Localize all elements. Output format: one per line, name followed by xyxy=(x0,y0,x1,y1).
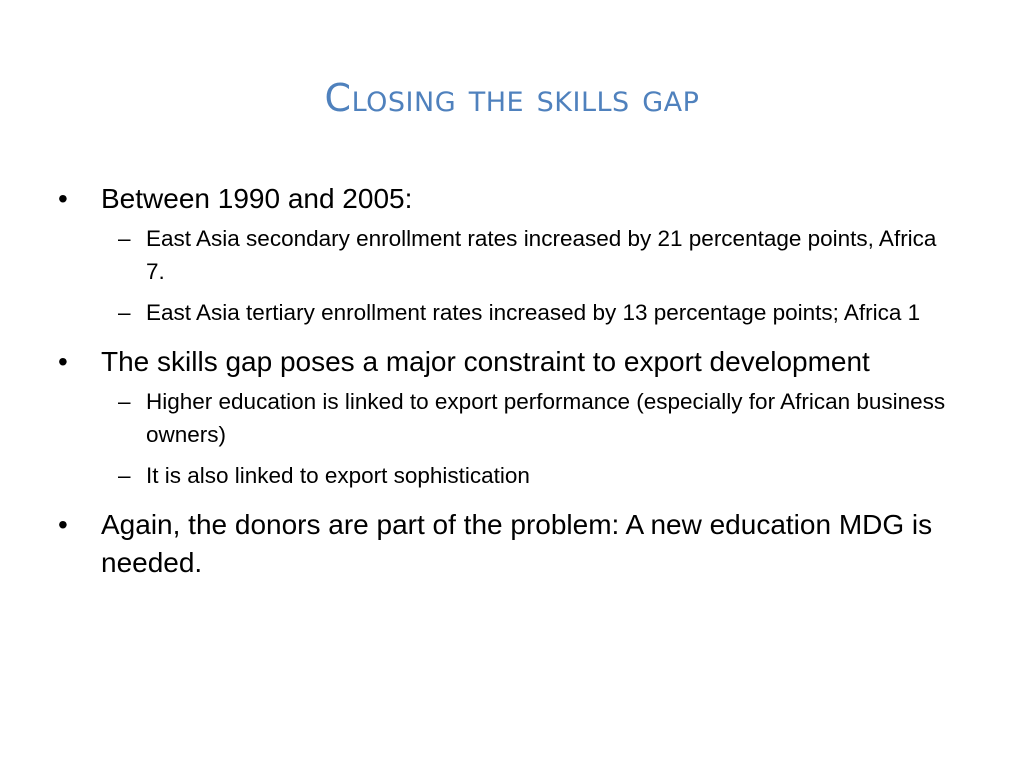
sub-bullet-marker: – xyxy=(118,463,131,488)
slide-body xyxy=(56,180,956,582)
bullet-text: Again, the donors are part of the problem: A new education MDG is needed. xyxy=(101,509,933,578)
bullet-text: The skills gap poses a major constraint to export development xyxy=(101,346,870,377)
bullet-marker: • xyxy=(58,346,68,377)
bullet-text: Between 1990 and 2005: xyxy=(101,183,413,214)
sub-bullet-item xyxy=(56,385,956,451)
sub-bullet-marker: – xyxy=(118,389,131,414)
sub-bullet-marker: – xyxy=(118,226,131,251)
sub-bullet-item xyxy=(56,296,956,329)
sub-bullet-text: East Asia secondary enrollment rates increased by 21 percentage points, Africa 7. xyxy=(146,226,937,284)
sub-bullet-text: It is also linked to export sophistication xyxy=(146,463,530,488)
bullet-marker: • xyxy=(58,509,68,540)
sub-bullet-text: East Asia tertiary enrollment rates increased by 13 percentage points; Africa 1 xyxy=(146,300,921,325)
bullet-item xyxy=(56,180,956,218)
slide-title: Closing the skills gap xyxy=(324,76,700,120)
sub-bullet-marker: – xyxy=(118,300,131,325)
sub-bullet-text: Higher education is linked to export performance (especially for African business owners) xyxy=(146,389,946,447)
sub-bullet-item xyxy=(56,459,956,492)
bullet-marker: • xyxy=(58,183,68,214)
bullet-item xyxy=(56,506,956,582)
bullet-item xyxy=(56,343,956,381)
sub-bullet-item xyxy=(56,222,956,288)
